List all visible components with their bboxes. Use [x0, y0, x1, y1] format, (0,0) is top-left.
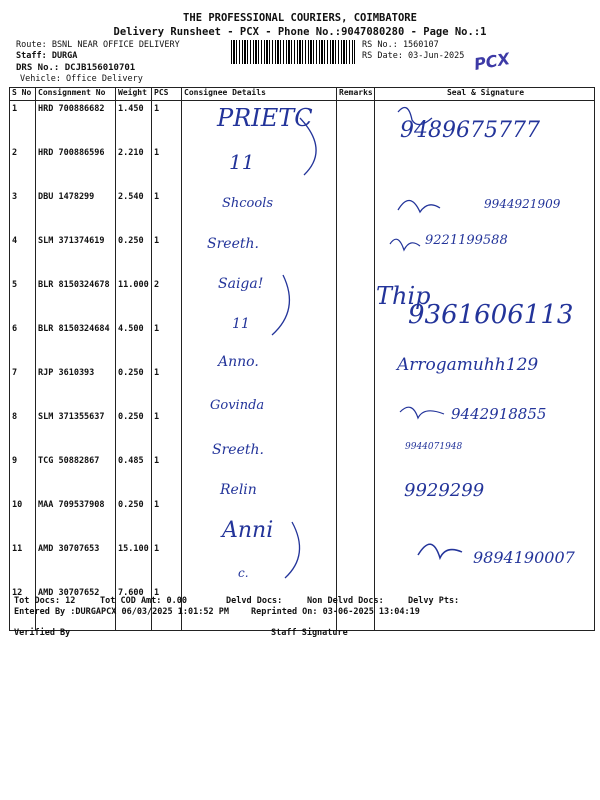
row-sno: 7	[10, 365, 36, 409]
row-sno: 1	[10, 101, 36, 146]
row-consignment: SLM 371355637	[36, 409, 116, 453]
handwritten-consignee: Saiga!	[218, 276, 264, 292]
row-pcs: 1	[152, 453, 182, 497]
row-weight: 2.540	[116, 189, 152, 233]
row-pcs: 1	[152, 541, 182, 585]
total-docs: Tot Docs: 12	[14, 596, 76, 606]
pcx-stamp: PCX	[472, 49, 512, 74]
row-pcs: 1	[152, 497, 182, 541]
delivery-points: Delvy Pts:	[408, 596, 460, 606]
handwritten-signature: 9929299	[404, 480, 485, 501]
row-weight: 2.210	[116, 145, 152, 189]
delivered-docs: Delvd Docs:	[226, 596, 283, 606]
row-weight: 11.000	[116, 277, 152, 321]
verified-by: Verified By	[14, 628, 71, 638]
bracket-stroke	[285, 522, 300, 578]
col-consignment: Consignment No	[36, 88, 116, 101]
handwritten-signature: 9361606113	[408, 300, 574, 330]
handwritten-signature: 9944071948	[405, 442, 463, 452]
row-pcs: 1	[152, 145, 182, 189]
row-weight: 7.600	[116, 585, 152, 631]
signature-flourish	[400, 407, 444, 418]
handwritten-consignee: PRIETC	[217, 104, 313, 132]
bracket-stroke	[300, 118, 316, 175]
row-sno: 8	[10, 409, 36, 453]
signature-flourish	[390, 239, 420, 250]
row-weight: 4.500	[116, 321, 152, 365]
col-weight: Weight	[116, 88, 152, 101]
handwritten-consignee: Relin	[220, 482, 257, 498]
row-weight: 0.250	[116, 497, 152, 541]
row-sno: 6	[10, 321, 36, 365]
row-pcs: 1	[152, 365, 182, 409]
row-pcs: 2	[152, 277, 182, 321]
handwritten-signature: 9442918855	[451, 405, 547, 423]
row-weight: 0.250	[116, 365, 152, 409]
non-delivered-docs: Non Delvd Docs:	[307, 596, 384, 606]
signature-flourish	[398, 108, 432, 125]
row-sno: 10	[10, 497, 36, 541]
col-remarks: Remarks	[337, 88, 375, 101]
col-consignee: Consignee Details	[182, 88, 337, 101]
row-consignment: AMD 30707653	[36, 541, 116, 585]
row-consignment: BLR 8150324678	[36, 277, 116, 321]
row-sno: 11	[10, 541, 36, 585]
drs-number: DRS No.: DCJB156010701	[16, 63, 136, 73]
row-sno: 2	[10, 145, 36, 189]
reprinted-on: Reprinted On: 03-06-2025 13:04:19	[251, 607, 420, 617]
handwritten-consignee: Anni	[222, 518, 274, 543]
row-pcs: 1	[152, 585, 182, 631]
handwritten-signature: 9221199588	[425, 233, 508, 248]
row-pcs: 1	[152, 189, 182, 233]
row-pcs: 1	[152, 233, 182, 277]
row-consignment: BLR 8150324684	[36, 321, 116, 365]
row-pcs: 1	[152, 101, 182, 146]
handwritten-consignee: 11	[229, 150, 255, 174]
row-sno: 9	[10, 453, 36, 497]
row-sno: 4	[10, 233, 36, 277]
total-cod: Tot COD Amt: 0.00	[100, 596, 187, 606]
row-consignment: AMD 30707652	[36, 585, 116, 631]
row-sno: 5	[10, 277, 36, 321]
entered-by: Entered By :DURGAPCX 06/03/2025 1:01:52 PM	[14, 607, 229, 617]
handwritten-consignee: 11	[232, 316, 250, 332]
handwritten-consignee: Govinda	[210, 398, 265, 413]
handwritten-signature: Arrogamuhh129	[397, 355, 539, 375]
route-label: Route: BSNL NEAR OFFICE DELIVERY	[16, 40, 180, 50]
runsheet-subtitle: Delivery Runsheet - PCX - Phone No.:9047080280 - Page No.:1	[113, 26, 487, 38]
bracket-stroke	[272, 275, 289, 335]
row-consignment: HRD 700886682	[36, 101, 116, 146]
handwritten-consignee: Shcools	[222, 196, 274, 211]
row-weight: 1.450	[116, 101, 152, 146]
col-pcs: PCS	[152, 88, 182, 101]
col-sno: S No	[10, 88, 36, 101]
staff-signature: Staff Signature	[271, 628, 348, 638]
signature-flourish	[398, 200, 440, 212]
row-pcs: 1	[152, 321, 182, 365]
row-weight: 15.100	[116, 541, 152, 585]
row-consignment: SLM 371374619	[36, 233, 116, 277]
row-consignment: RJP 3610393	[36, 365, 116, 409]
handwritten-signature: 9944921909	[484, 197, 561, 211]
row-consignment: DBU 1478299	[36, 189, 116, 233]
vehicle-label: Vehicle: Office Delivery	[20, 74, 143, 84]
row-consignment: HRD 700886596	[36, 145, 116, 189]
handwritten-consignee: c.	[238, 566, 249, 580]
row-weight: 0.250	[116, 409, 152, 453]
row-weight: 0.485	[116, 453, 152, 497]
signature-flourish	[418, 544, 462, 558]
handwritten-consignee: Sreeth.	[207, 236, 259, 252]
rs-number: RS No.: 1560107	[362, 40, 439, 50]
handwritten-signature: Thip	[376, 282, 431, 310]
row-pcs: 1	[152, 409, 182, 453]
row-sno: 3	[10, 189, 36, 233]
company-title: THE PROFESSIONAL COURIERS, COIMBATORE	[183, 12, 417, 24]
col-signature: Seal & Signature	[375, 88, 595, 101]
handwritten-signature: 9894190007	[473, 548, 575, 567]
staff-label: Staff: DURGA	[16, 51, 78, 61]
handwritten-consignee: Anno.	[218, 354, 259, 370]
row-consignment: TCG 50882867	[36, 453, 116, 497]
row-sno: 12	[10, 585, 36, 631]
row-consignment: MAA 709537908	[36, 497, 116, 541]
handwritten-signature: 9489675777	[400, 118, 540, 143]
rs-date: RS Date: 03-Jun-2025	[362, 51, 465, 61]
handwritten-consignee: Sreeth.	[212, 442, 264, 458]
row-weight: 0.250	[116, 233, 152, 277]
